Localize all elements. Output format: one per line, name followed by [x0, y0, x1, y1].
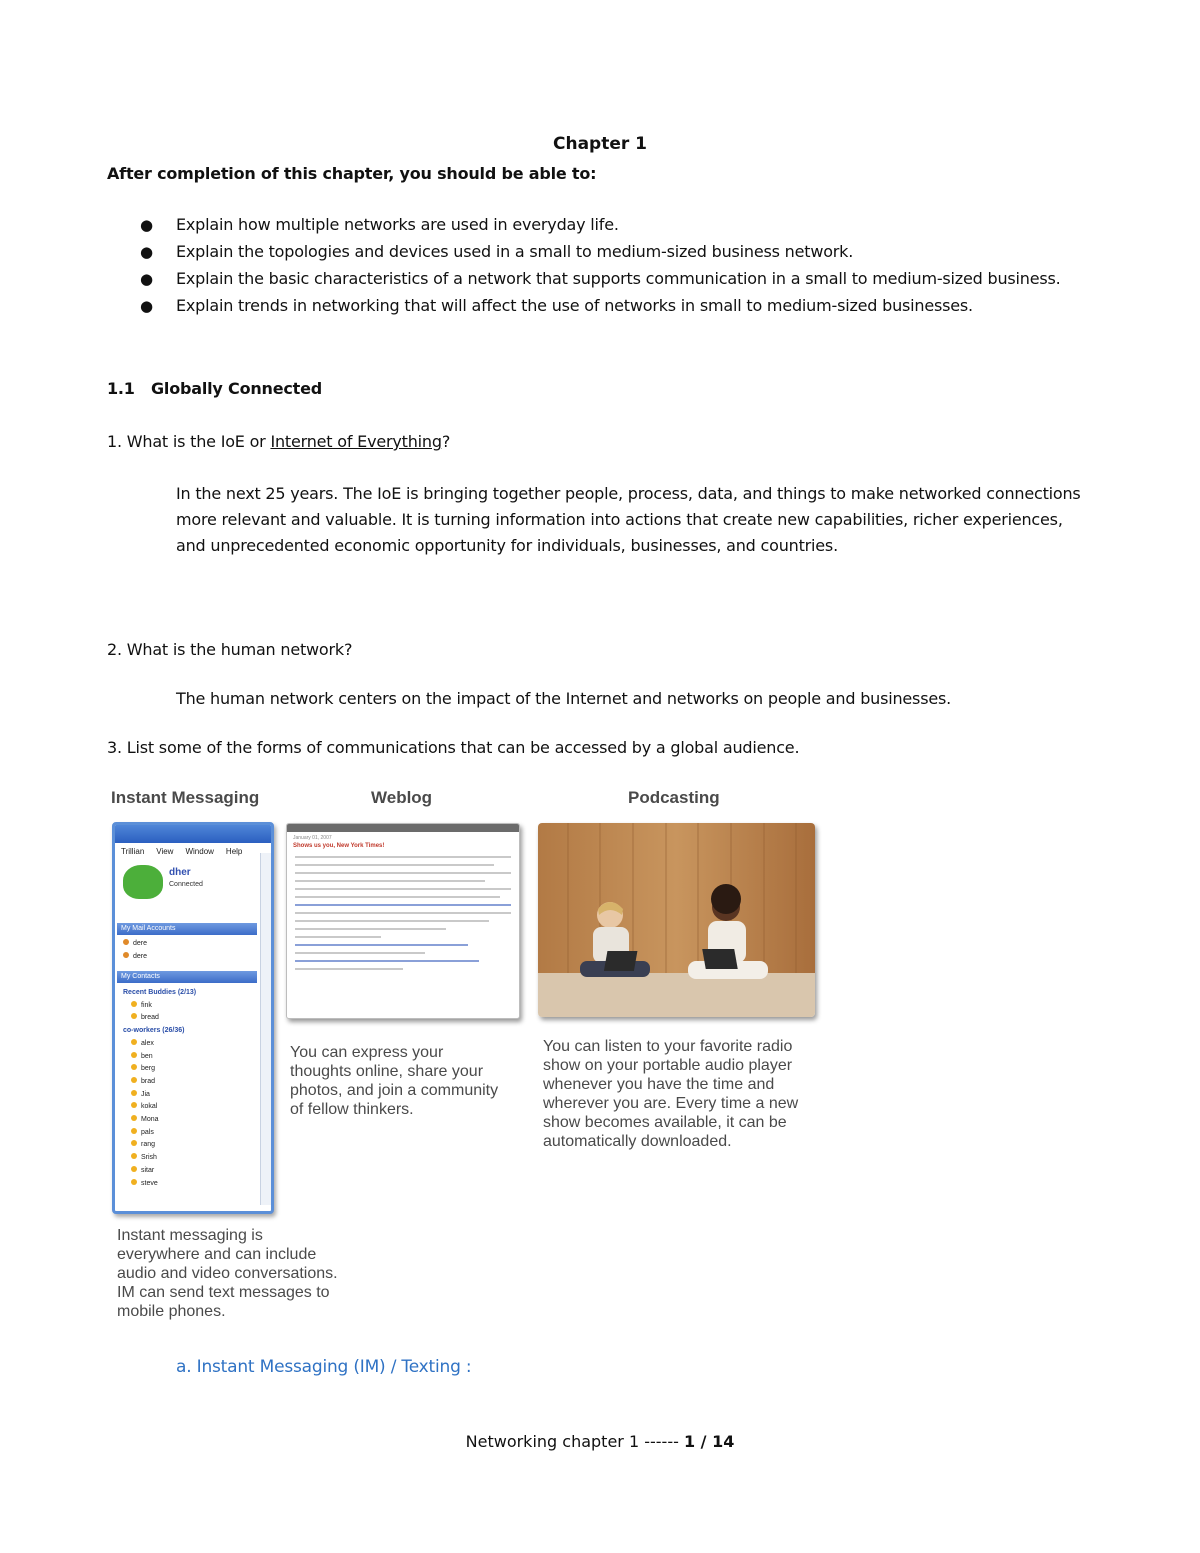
- weblog-post-title: Shows us you, New York Times!: [293, 843, 385, 849]
- weblog-image: [286, 823, 520, 1019]
- objectives-heading: After completion of this chapter, you should be able to:: [107, 164, 597, 183]
- answer-2: The human network centers on the impact of the Internet and networks on people and businesses.: [176, 689, 951, 708]
- page-number: 1 / 14: [683, 1432, 735, 1451]
- list-item: ● Explain trends in networking that will affect the use of networks in small to medium-sized businesses.: [107, 293, 1097, 319]
- weblog-text-lines: [295, 856, 511, 976]
- podcast-heading: Podcasting: [628, 788, 720, 807]
- question-3: 3. List some of the forms of communications that can be accessed by a global audience.: [107, 738, 800, 757]
- frog-avatar-icon: [123, 865, 163, 899]
- section-heading: [107, 376, 322, 402]
- im-scrollbar: [260, 853, 271, 1205]
- im-texting-subheading: a. Instant Messaging (IM) / Texting :: [176, 1357, 472, 1377]
- im-status: Connected: [169, 881, 203, 888]
- section-number: 1.1: [107, 379, 135, 398]
- list-item: ● Explain the topologies and devices used in a small to medium-sized business network.: [107, 239, 1097, 265]
- ioe-link[interactable]: Internet of Everything: [270, 432, 442, 451]
- section-title: Globally Connected: [151, 379, 323, 398]
- podcast-photo: [538, 823, 815, 1017]
- im-heading: Instant Messaging: [111, 788, 260, 807]
- list-item: ● Explain how multiple networks are used in everyday life.: [107, 212, 1097, 238]
- question-2: 2. What is the human network?: [107, 640, 353, 659]
- answer-1: In the next 25 years. The IoE is bringing together people, process, data, and things to make networked connections more relevant and valuable. It is turning information into actions that create new capabilities, richer experiences, and unprecedented economic opportunity for individuals, businesses, and countries.: [176, 484, 1081, 555]
- im-menu: Trillian View Window Help: [121, 847, 243, 856]
- im-contacts-header: My Contacts: [117, 971, 257, 983]
- weblog-heading: Weblog: [371, 788, 433, 807]
- question-1: 1. What is the IoE or Internet of Everything?: [107, 432, 451, 451]
- bullet-icon: ●: [140, 216, 153, 234]
- im-caption: Instant messaging is everywhere and can include audio and video conversations. IM can send text messages to mobile phones.: [117, 1227, 338, 1320]
- podcast-caption: You can listen to your favorite radio show on your portable audio player whenever you have the time and wherever you are. Every time a new show becomes available, it can be automatically downloaded.: [543, 1038, 799, 1150]
- im-mail-header: My Mail Accounts: [117, 923, 257, 935]
- chapter-title: Chapter 1: [552, 134, 647, 154]
- bullet-icon: ●: [140, 297, 153, 315]
- bullet-icon: ●: [140, 270, 153, 288]
- page-footer: Networking chapter 1 ------ 1 / 14: [465, 1432, 735, 1451]
- weblog-date: January 01, 2007: [293, 835, 332, 841]
- im-username: dher: [169, 867, 191, 878]
- im-window-image: [112, 822, 274, 1214]
- bullet-icon: ●: [140, 243, 153, 261]
- im-titlebar: [115, 825, 271, 843]
- objectives-list: [107, 212, 1097, 320]
- im-contacts-list: Recent Buddies (2/13) fink bread co-workers (26/36) alex ben berg brad Jia kokal Mona pals rang Srish sitar steve: [123, 989, 197, 1187]
- podcast-photo-illustration: [538, 823, 815, 1017]
- im-mail-list: dere dere: [123, 938, 147, 963]
- list-item: ● Explain the basic characteristics of a network that supports communication in a small to medium-sized business.: [107, 266, 1097, 292]
- weblog-caption: You can express your thoughts online, share your photos, and join a community of fellow thinkers.: [290, 1044, 499, 1118]
